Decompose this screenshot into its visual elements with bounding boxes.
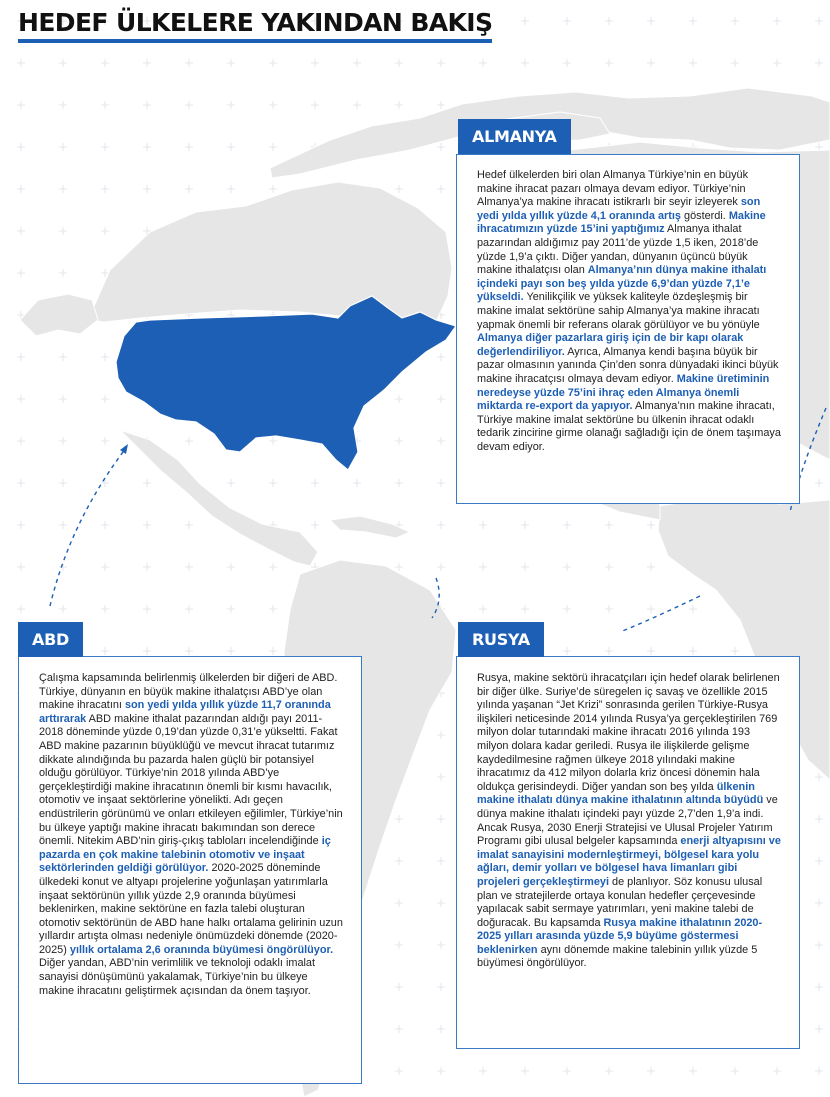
usa-text: 2020-2025 döneminde ülkedeki konut ve altyapı projelerine yoğunlaşan yatırımlarla inşaat sektörünün yıllık yüzde 2,9 oranında büyümesi beklenirken, makine sektörüne en fazla talebi oluşturan otomotiv sektörünün de ABD hane halkı ortalama gelirinin uzun yıllardır artışta olması nedeniyle önümüzdeki dönemde (2020-2025) (39, 862, 343, 956)
russia-section-tag: RUSYA (458, 622, 544, 657)
germany-text: Hedef ülkelerden biri olan Almanya Türkiye’nin en büyük makine ihracat pazarı olmaya devam ediyor. Türkiye’nin Almanya’ya makine ihracatı istikrarlı bir seyir izleyerek (477, 169, 749, 209)
germany-highlight: Makine ihracatımızın yüzde 15’ini yaptığımız (477, 209, 766, 236)
russia-highlight: ülkenin makine ithalatı dünya makine ithalatının altında büyüdü (477, 780, 764, 807)
germany-highlight: Almanya diğer pazarlara giriş için de bir kapı olarak değerlendiriliyor. (477, 332, 744, 358)
germany-section-tag: ALMANYA (458, 119, 571, 154)
germany-paragraph (477, 169, 783, 454)
usa-highlight: iç pazarda en çok makine talebinin otomotiv ve inşaat sektörlerinden geldiği görülüyor. (39, 835, 331, 875)
usa-text-card (18, 656, 362, 1084)
russia-highlight: Rusya makine ithalatının 2020-2025 yılları arasında yüzde 5,9 büyüme göstermesi beklenirken (477, 916, 763, 956)
russia-text: aynı dönemde makine talebinin yıllık yüzde 5 büyümesi öngörülüyor. (477, 943, 758, 970)
russia-paragraph (477, 672, 783, 971)
germany-text: gösterdi. (680, 209, 729, 222)
russia-text: de planlıyor. Söz konusu ulusal plan ve stratejilerde ortaya konulan hedefler çerçevesinde yapılacak sabit sermaye yatırımları, yeni makine talebi de doğuracak. Bu kapsamda (477, 875, 763, 929)
germany-highlight: Makine üretiminin neredeyse yüzde 75’ini ihraç eden Almanya önemli miktarda re-export da yapıyor. (477, 372, 770, 413)
germany-highlight: Almanya’nın dünya makine ithalatı içindeki payı son beş yılda yüzde 6,9’dan yüzde 7,1’e yükseldi. (477, 264, 767, 304)
russia-text: ve dünya makine ithalatı içindeki payı yüzde 2,7’den 1,9’a indi. Ancak Rusya, 2030 Enerji Stratejisi ve Ulusal Projeler Yatırım Programı gibi ulusal belgeler kapsamında (477, 794, 778, 848)
page-title: HEDEF ÜLKELERE YAKINDAN BAKIŞ (18, 8, 492, 43)
usa-section-tag: ABD (18, 622, 83, 657)
germany-highlight: son yedi yılda yıllık yüzde 4,1 oranında artış (477, 196, 761, 222)
usa-highlight: yıllık ortalama 2,6 oranında büyümesi öngörülüyor. (69, 943, 334, 956)
usa-highlight: son yedi yılda yıllık yüzde 11,7 oranında arttırarak (39, 699, 331, 725)
usa-paragraph (39, 672, 345, 998)
russia-text-card (456, 656, 800, 1049)
usa-text: Çalışma kapsamında belirlenmiş ülkelerden bir diğeri de ABD. Türkiye, dünyanın en büyük makine ithalatçısı ABD’ye olan makine ihracatını (39, 672, 338, 712)
usa-text: Diğer yandan, ABD’nin verimlilik ve teknoloji odaklı imalat sanayisi dönüşümünü yakalamak, Türkiye’nin bu ülkeye makine ihracatını geliştirmek açısından da önem taşıyor. (39, 957, 316, 997)
russia-text: Rusya, makine sektörü ihracatçıları için hedef olarak belirlenen bir diğer ülke. Suriye’de süregelen iç savaş ve özellikle 2015 yılında yaşanan “Jet Krizi” sonrasında gerilen Türkiye-Rusya ilişkileri neticesinde 2014 yılında Rusya’ya gerçekleştirilen 769 milyon dolar tutarındaki makine ihracatı 2016 yılında 193 milyon dolara kadar geriledi. Rusya ile ilişkilerde gelişme kaydedilmesine rağmen ülkeye 2018 yılındaki makine ihracatımız da 412 milyon dolarla kriz öncesi dönemin hala oldukça gerisindeydi. Diğer yandan son beş yılda (477, 672, 780, 793)
germany-text: Yenilikçilik ve yüksek kaliteyle özdeşleşmiş bir makine imalat sektörüne sahip Almanya’ya makine ihracatı yapmak önemli bir referans olarak görülüyor ve bu yönüyle (477, 291, 760, 331)
germany-text-card (456, 154, 800, 504)
russia-highlight: enerji altyapısını ve imalat sanayisini modernleştirmeyi, bölgesel kara yolu ağları, demir yolları ve bölgesel hava limanları gibi projeleri gerçekleştirmeyi (477, 835, 781, 888)
germany-text: Almanya ithalat pazarından aldığımız pay 2011’de yüzde 1,5 iken, 2018’de yüzde 1,9’a çıktı. Diğer yandan, dünyanın üçüncü büyük makine ithalatçısı olan (477, 223, 759, 277)
usa-text: ABD makine ithalat pazarından aldığı payı 2011-2018 döneminde yüzde 0,19’dan yüzde 0,31’e yükseltti. Fakat ABD makine pazarının büyüklüğü ve mevcut ihracat tutarımız dikkate alındığında bu pazarda halen güçlü bir potansiyel olduğu görülüyor. Türkiye’nin 2018 yılında ABD’ye gerçekleştirdiği makine ihracatının önemli bir kısmı havacılık, otomotiv ve inşaat sektörlerine yönelikti. Adı geçen endüstrilerin görünümü ve onları etkileyen eğilimler, Türkiye’nin bu ülkeye yaptığı makine ihracatı bakımından son derece önemli. Nitekim ABD’nin giriş-çıkış tabloları incelendiğinde (39, 712, 343, 848)
germany-text: Ayrıca, Almanya kendi başına büyük bir pazar olmasının yanında Çin’den sonra dünyadaki ikinci büyük makine ihracatçısı olmaya devam ediyor. (477, 345, 779, 385)
germany-text: Almanya’nın makine ihracatı, Türkiye makine imalat sektörüne bu ülkenin ihracat odaklı tedarik zincirine girme olanağı sağladığı için de önem taşımaya devam ediyor. (477, 400, 781, 453)
